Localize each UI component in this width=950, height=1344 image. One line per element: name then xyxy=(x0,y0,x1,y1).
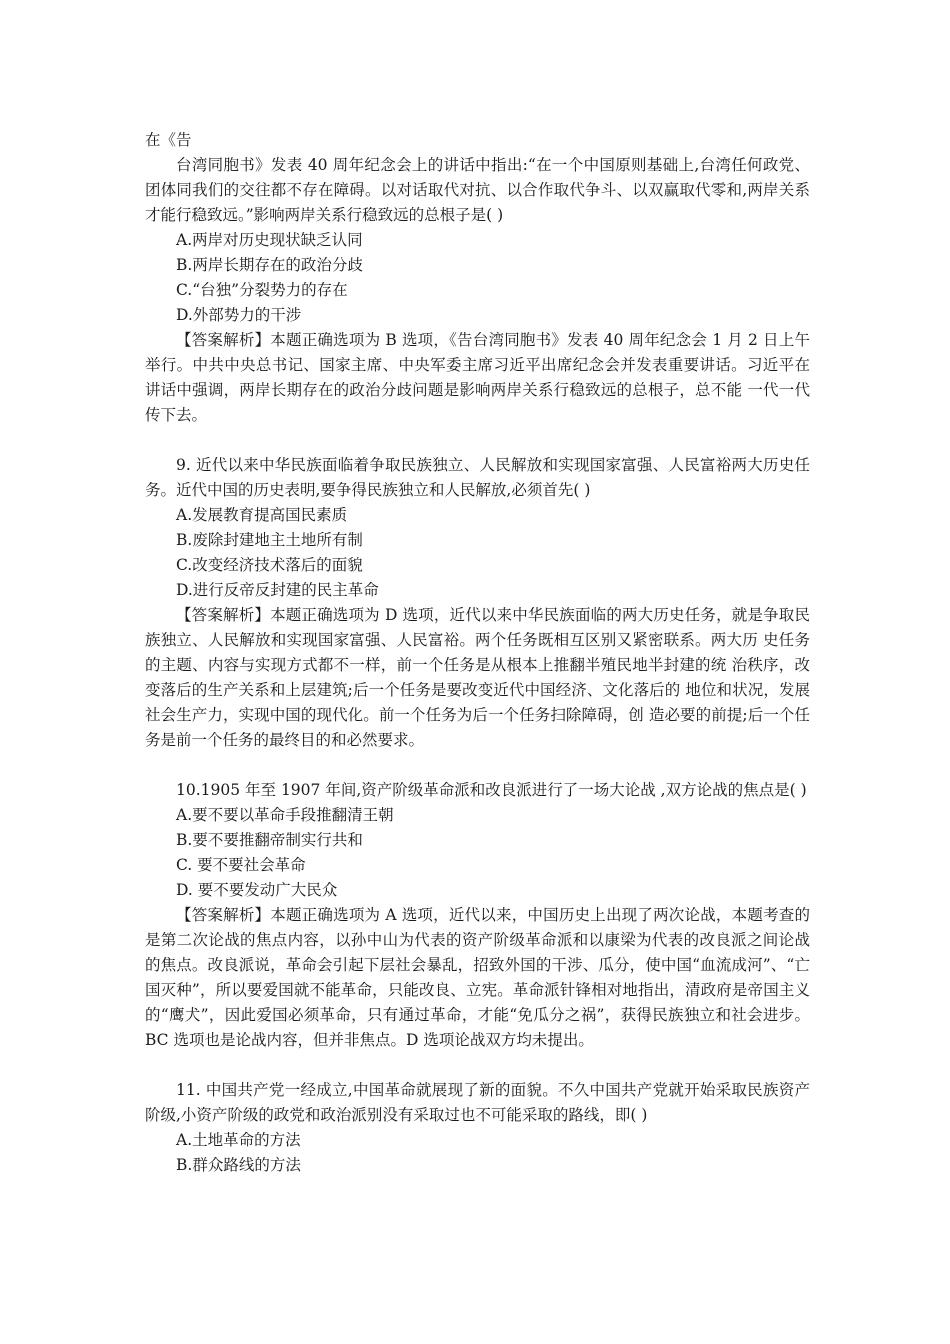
option-a: A.土地革命的方法 xyxy=(176,1131,301,1149)
question-stem: 台湾同胞书》发表 40 周年纪念会上的讲话中指出:“在一个中国原则基础上,台湾任何政党、团体同我们的交往都不存在障碍。以对话取代对抗、以合作取代争斗、以双赢取代零和,两岸关系才能行稳致远。”影响两岸关系行稳致远的总根子是( ) xyxy=(145,156,810,224)
option-d: D. 要不要发动广大民众 xyxy=(176,881,338,899)
intro-fragment: 在《告 xyxy=(145,131,192,149)
option-b: B.要不要推翻帝制实行共和 xyxy=(176,831,363,849)
answer-analysis: 【答案解析】本题正确选项为 A 选项，近代以来，中国历史上出现了两次论战，本题考查的是第二次论战的焦点内容，以孙中山为代表的资产阶级革命派和以康梁为代表的改良派之间论战的焦点。改良派说，革命会引起下层社会暴乱，招致外国的干涉、瓜分，使中国“血流成河”、“亡国灭种”，所以要爱国就不能革命，只能改良、立宪。革命派针锋相对地指出，清政府是帝国主义的“鹰犬”，因此爱国必须革命，只有通过革命，才能“免瓜分之祸”，获得民族独立和社会进步。BC 选项也是论战内容，但并非焦点。D 选项论战双方均未提出。 xyxy=(145,906,810,1049)
option-b: B.废除封建地主土地所有制 xyxy=(176,531,363,549)
option-a: A.要不要以革命手段推翻清王朝 xyxy=(176,806,394,824)
option-c: C.“台独”分裂势力的存在 xyxy=(176,281,348,299)
answer-analysis: 【答案解析】本题正确选项为 B 选项，《告台湾同胞书》发表 40 周年纪念会 1 月 2 日上午举行。中共中央总书记、国家主席、中央军委主席习近平出席纪念会并发表重要讲话。习近平在讲话中强调，两岸长期存在的政治分歧问题是影响两岸关系行稳致远的总根子，总不能 一代一代传下去。 xyxy=(145,331,810,424)
option-b: B.群众路线的方法 xyxy=(176,1156,301,1174)
question-8 xyxy=(145,153,810,428)
spacer xyxy=(145,428,810,453)
option-c: C. 要不要社会革命 xyxy=(176,856,306,874)
option-a: A.发展教育提高国民素质 xyxy=(176,506,348,524)
option-d: D.进行反帝反封建的民主革命 xyxy=(176,581,379,599)
option-a: A.两岸对历史现状缺乏认同 xyxy=(176,231,363,249)
question-stem: 9. 近代以来中华民族面临着争取民族独立、人民解放和实现国家富强、人民富裕两大历史任 务。近代中国的历史表明,要争得民族独立和人民解放,必须首先( ) xyxy=(145,456,810,499)
question-9 xyxy=(145,453,810,753)
spacer xyxy=(145,753,810,778)
question-stem: 11. 中国共产党一经成立,中国革命就展现了新的面貌。不久中国共产党就开始采取民族资产阶级,小资产阶级的政党和政治派别没有采取过也不可能采取的路线，即( ) xyxy=(145,1081,810,1124)
option-b: B.两岸长期存在的政治分歧 xyxy=(176,256,363,274)
answer-analysis: 【答案解析】本题正确选项为 D 选项，近代以来中华民族面临的两大历史任务，就是争取民族独立、人民解放和实现国家富强、人民富裕。两个任务既相互区别又紧密联系。两大历 史任务的主题、内容与实现方式都不一样，前一个任务是从根本上推翻半殖民地半封建的统 治秩序，改变落后的生产关系和上层建筑;后一个任务是要改变近代中国经济、文化落后的 地位和状况，发展社会生产力，实现中国的现代化。前一个任务为后一个任务扫除障碍，创 造必要的前提;后一个任务是前一个任务的最终目的和必然要求。 xyxy=(145,606,810,749)
document-body xyxy=(145,128,810,1178)
question-stem: 10.1905 年至 1907 年间,资产阶级革命派和改良派进行了一场大论战 ,双方论战的焦点是( ) xyxy=(176,781,807,799)
question-11 xyxy=(145,1078,810,1178)
option-d: D.外部势力的干涉 xyxy=(176,306,302,324)
spacer xyxy=(145,1053,810,1078)
question-10 xyxy=(145,778,810,1053)
option-c: C.改变经济技术落后的面貌 xyxy=(176,556,363,574)
